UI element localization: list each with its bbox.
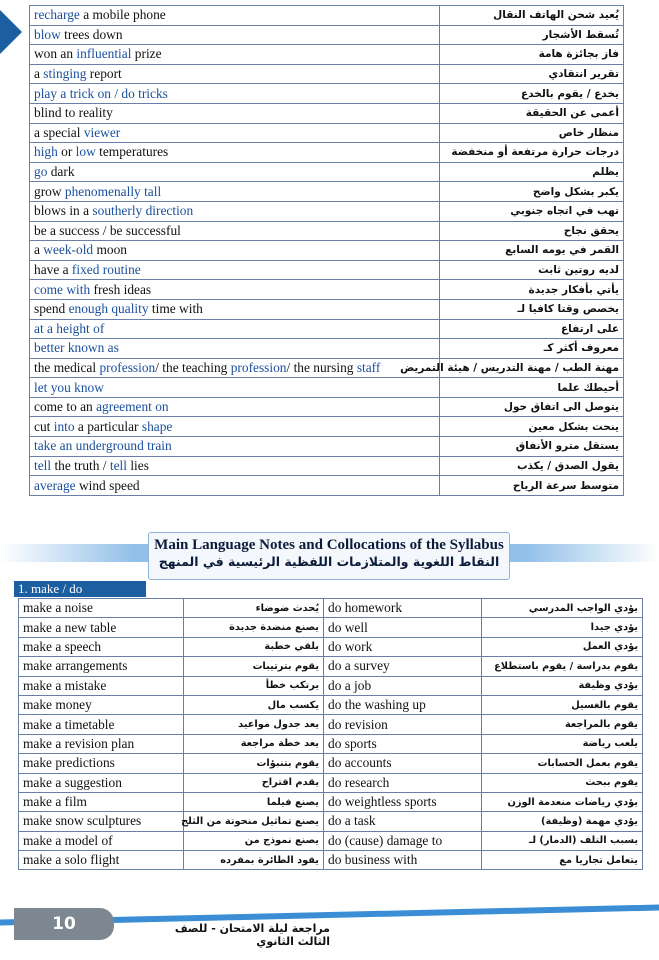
do-collocation: do work <box>324 637 482 656</box>
vocab-row <box>30 45 624 65</box>
make-translation: يصنع تماثيل منحوتة من الثلج <box>184 812 324 831</box>
make-collocation: make a mistake <box>19 676 184 695</box>
phrase-segment: average <box>34 477 76 493</box>
collocation-row <box>19 831 643 850</box>
collocation-row <box>19 599 643 618</box>
phrase-segment: come with <box>34 281 91 297</box>
english-phrase <box>30 339 440 359</box>
arabic-translation: يكبر بشكل واضح <box>440 182 624 202</box>
english-phrase <box>30 103 440 123</box>
phrase-segment: prize <box>131 46 162 62</box>
phrase-segment: spend <box>34 301 69 317</box>
banner-title-arabic: النقاط اللغوية والمتلازمات اللفظية الرئيسية في المنهج <box>158 554 500 569</box>
do-translation: يقوم بعمل الحسابات <box>482 754 643 773</box>
phrase-segment: tell <box>34 457 52 473</box>
phrase-segment: the truth / <box>51 457 110 473</box>
vocab-row <box>30 221 624 241</box>
phrase-segment: moon <box>93 242 127 258</box>
collocation-row <box>19 676 643 695</box>
phrase-segment: a mobile phone <box>79 7 166 23</box>
english-phrase <box>30 319 440 339</box>
english-phrase <box>30 417 440 437</box>
phrase-segment: at a height of <box>34 320 105 336</box>
do-collocation: do research <box>324 773 482 792</box>
collocation-row <box>19 792 643 811</box>
do-translation: يقوم بالمراجعة <box>482 715 643 734</box>
phrase-segment: take an underground train <box>34 438 172 454</box>
do-translation: يقوم بدراسة / يقوم باستطلاع <box>482 657 643 676</box>
english-phrase <box>30 143 440 163</box>
phrase-segment: won an <box>34 46 74 62</box>
vocab-row <box>30 64 624 84</box>
collocation-row <box>19 657 643 676</box>
phrase-segment: dark <box>47 164 75 180</box>
do-collocation: do a job <box>324 676 482 695</box>
phrase-segment: a <box>34 66 44 82</box>
make-collocation: make a speech <box>19 637 184 656</box>
arabic-translation: يخصص وقتا كافيا لـ <box>440 299 624 319</box>
arabic-translation: يتوصل الى اتفاق حول <box>440 397 624 417</box>
vocab-row <box>30 182 624 202</box>
english-phrase <box>30 64 440 84</box>
make-collocation: make a timetable <box>19 715 184 734</box>
phrase-segment: go <box>34 164 48 180</box>
arabic-translation: يحقق نجاح <box>440 221 624 241</box>
english-phrase <box>30 25 440 45</box>
arabic-translation: متوسط سرعة الرياح <box>440 476 624 496</box>
phrase-segment: high <box>34 144 58 160</box>
vocab-row <box>30 103 624 123</box>
make-translation: يعد خطة مراجعة <box>184 734 324 753</box>
phrase-segment: the medical <box>34 359 100 375</box>
do-collocation: do revision <box>324 715 482 734</box>
arabic-translation: يظلم <box>440 162 624 182</box>
phrase-segment: blow <box>34 26 61 42</box>
phrase-segment: lies <box>126 457 149 473</box>
do-translation: يؤدي العمل <box>482 637 643 656</box>
phrase-segment: tell <box>109 457 127 473</box>
vocab-row <box>30 476 624 496</box>
do-collocation: do homework <box>324 599 482 618</box>
vocab-row <box>30 143 624 163</box>
phrase-segment: be a success / be successful <box>34 222 181 238</box>
english-phrase <box>30 456 440 476</box>
make-translation: يصنع فيلما <box>184 792 324 811</box>
make-translation: يقوم بتنبؤات <box>184 754 324 773</box>
arabic-translation: معروف أكثر كـ <box>440 339 624 359</box>
english-phrase <box>30 84 440 104</box>
vocab-row <box>30 378 624 398</box>
collocation-row <box>19 715 643 734</box>
english-phrase <box>30 182 440 202</box>
phrase-segment: have a <box>34 262 72 278</box>
vocab-row <box>30 319 624 339</box>
collocation-row <box>19 734 643 753</box>
phrase-segment: shape <box>141 418 173 434</box>
collocation-row <box>19 812 643 831</box>
do-collocation: do weightless sports <box>324 792 482 811</box>
section-heading-make-do: 1. make / do <box>14 581 146 597</box>
phrase-segment: better known as <box>34 340 119 356</box>
do-translation: يقوم بالغسيل <box>482 695 643 714</box>
make-translation: يُحدث ضوضاء <box>184 599 324 618</box>
make-do-table <box>18 598 643 870</box>
vocab-row <box>30 260 624 280</box>
phrase-segment: wind speed <box>75 477 140 493</box>
vocab-row <box>30 162 624 182</box>
phrase-segment: phenomenally tall <box>64 183 162 199</box>
vocabulary-table <box>29 5 624 496</box>
collocation-row <box>19 618 643 637</box>
collocation-row <box>19 851 643 870</box>
make-collocation: make snow sculptures <box>19 812 184 831</box>
make-translation: يصنع نموذج من <box>184 831 324 850</box>
phrase-segment: staff <box>356 359 381 375</box>
arabic-translation: أحيطك علما <box>440 378 624 398</box>
phrase-segment: come to an <box>34 399 97 415</box>
arabic-translation: فاز بجائزة هامة <box>440 45 624 65</box>
arabic-translation: على ارتفاع <box>440 319 624 339</box>
phrase-segment: / the teaching <box>155 359 231 375</box>
arabic-translation: منظار خاص <box>440 123 624 143</box>
vocab-row <box>30 397 624 417</box>
banner-box <box>148 532 510 580</box>
do-translation: يؤدي رياضات منعدمة الوزن <box>482 792 643 811</box>
english-phrase <box>30 476 440 496</box>
make-collocation: make a film <box>19 792 184 811</box>
arabic-translation: تقرير انتقادي <box>440 64 624 84</box>
collocation-row <box>19 637 643 656</box>
vocab-row <box>30 6 624 26</box>
collocation-row <box>19 754 643 773</box>
make-collocation: make a suggestion <box>19 773 184 792</box>
make-translation: يعد جدول مواعيد <box>184 715 324 734</box>
vocab-row <box>30 339 624 359</box>
english-phrase <box>30 45 440 65</box>
phrase-segment: week-old <box>43 242 94 258</box>
phrase-segment: grow <box>34 183 65 199</box>
phrase-segment: stinging <box>43 66 87 82</box>
arabic-translation: يقول الصدق / يكذب <box>440 456 624 476</box>
make-collocation: make a noise <box>19 599 184 618</box>
phrase-segment: cut <box>34 418 54 434</box>
make-translation: يقدم اقتراح <box>184 773 324 792</box>
arabic-translation: تُسقط الأشجار <box>440 25 624 45</box>
english-phrase <box>30 260 440 280</box>
phrase-segment: a particular <box>74 418 142 434</box>
do-collocation: do business with <box>324 851 482 870</box>
english-phrase <box>30 437 440 457</box>
vocab-row <box>30 241 624 261</box>
make-collocation: make money <box>19 695 184 714</box>
vocab-row <box>30 299 624 319</box>
make-translation: يقود الطائرة بمفرده <box>184 851 324 870</box>
vocab-row <box>30 280 624 300</box>
arabic-translation: يخدع / يقوم بالخدع <box>440 84 624 104</box>
do-collocation: do a task <box>324 812 482 831</box>
banner-title-english: Main Language Notes and Collocations of the Syllabus <box>154 537 504 553</box>
do-collocation: do sports <box>324 734 482 753</box>
make-collocation: make a model of <box>19 831 184 850</box>
do-translation: يلعب رياضة <box>482 734 643 753</box>
arabic-translation: يستقل مترو الأنفاق <box>440 437 624 457</box>
vocab-row <box>30 84 624 104</box>
phrase-segment: let you know <box>34 379 104 395</box>
make-translation: يلقي خطبة <box>184 637 324 656</box>
section-banner <box>118 532 538 580</box>
make-collocation: make a revision plan <box>19 734 184 753</box>
arabic-translation: القمر في يومه السابع <box>440 241 624 261</box>
collocation-row <box>19 695 643 714</box>
make-translation: يرتكب خطأ <box>184 676 324 695</box>
arabic-translation: يأتي بأفكار جديدة <box>440 280 624 300</box>
do-translation: يؤدي مهمة (وظيفة) <box>482 812 643 831</box>
do-collocation: do a survey <box>324 657 482 676</box>
phrase-segment: profession <box>99 359 156 375</box>
make-translation: يقوم بترتيبات <box>184 657 324 676</box>
phrase-segment: report <box>86 66 122 82</box>
do-collocation: do accounts <box>324 754 482 773</box>
make-collocation: make predictions <box>19 754 184 773</box>
make-collocation: make arrangements <box>19 657 184 676</box>
do-translation: يؤدي وظيفة <box>482 676 643 695</box>
phrase-segment: enough quality <box>68 301 149 317</box>
english-phrase <box>30 221 440 241</box>
phrase-segment: blind to reality <box>34 105 113 121</box>
phrase-segment: time with <box>148 301 203 317</box>
do-translation: يقوم ببحث <box>482 773 643 792</box>
page-number-badge: 10 <box>14 908 114 940</box>
english-phrase <box>30 397 440 417</box>
english-phrase <box>30 358 440 378</box>
corner-arrow-shape <box>0 10 22 54</box>
phrase-segment: a <box>34 242 44 258</box>
do-translation: يؤدي جيدا <box>482 618 643 637</box>
english-phrase <box>30 280 440 300</box>
english-phrase <box>30 6 440 26</box>
arabic-translation: أعمى عن الحقيقة <box>440 103 624 123</box>
phrase-segment: profession <box>230 359 287 375</box>
make-translation: يكسب مال <box>184 695 324 714</box>
arabic-translation: درجات حرارة مرتفعة أو منخفضة <box>440 143 624 163</box>
vocab-row <box>30 437 624 457</box>
phrase-segment: recharge <box>34 7 80 23</box>
english-phrase <box>30 299 440 319</box>
arabic-translation: تهب في اتجاه جنوبي <box>440 201 624 221</box>
vocab-row <box>30 123 624 143</box>
phrase-segment: fresh ideas <box>90 281 152 297</box>
vocab-row <box>30 201 624 221</box>
make-collocation: make a solo flight <box>19 851 184 870</box>
english-phrase <box>30 378 440 398</box>
collocation-row <box>19 773 643 792</box>
phrase-segment: into <box>53 418 75 434</box>
phrase-segment: a special <box>34 124 84 140</box>
phrase-segment: temperatures <box>95 144 169 160</box>
vocab-row <box>30 456 624 476</box>
vocab-row <box>30 25 624 45</box>
do-collocation: do well <box>324 618 482 637</box>
arabic-translation: ينحت بشكل معين <box>440 417 624 437</box>
arabic-translation: لديه روتين ثابت <box>440 260 624 280</box>
do-translation: يؤدي الواجب المدرسي <box>482 599 643 618</box>
do-collocation: do the washing up <box>324 695 482 714</box>
vocab-row <box>30 358 624 378</box>
do-collocation: do (cause) damage to <box>324 831 482 850</box>
phrase-segment: / the nursing <box>286 359 357 375</box>
footer-caption: مراجعة ليلة الامتحان - للصف الثالث الثانوي <box>174 922 330 948</box>
phrase-segment: viewer <box>83 124 121 140</box>
do-translation: يسبب التلف (الدمار) لـ <box>482 831 643 850</box>
english-phrase <box>30 201 440 221</box>
phrase-segment: low <box>75 144 96 160</box>
phrase-segment: play a trick on / do tricks <box>34 85 168 101</box>
vocab-row <box>30 417 624 437</box>
phrase-segment: blows in a <box>34 203 93 219</box>
phrase-segment: or <box>57 144 76 160</box>
phrase-segment: trees down <box>60 26 123 42</box>
english-phrase <box>30 123 440 143</box>
phrase-segment: influential <box>73 46 132 62</box>
arabic-translation: يُعيد شحن الهاتف النقال <box>440 6 624 26</box>
make-collocation: make a new table <box>19 618 184 637</box>
phrase-segment: southerly direction <box>92 203 194 219</box>
phrase-segment: fixed routine <box>71 262 141 278</box>
english-phrase <box>30 162 440 182</box>
arabic-translation: مهنة الطب / مهنة التدريس / هيئة التمريض <box>440 358 624 378</box>
do-translation: يتعامل تجاريا مع <box>482 851 643 870</box>
make-translation: يصنع منضدة جديدة <box>184 618 324 637</box>
phrase-segment: agreement on <box>96 399 169 415</box>
english-phrase <box>30 241 440 261</box>
